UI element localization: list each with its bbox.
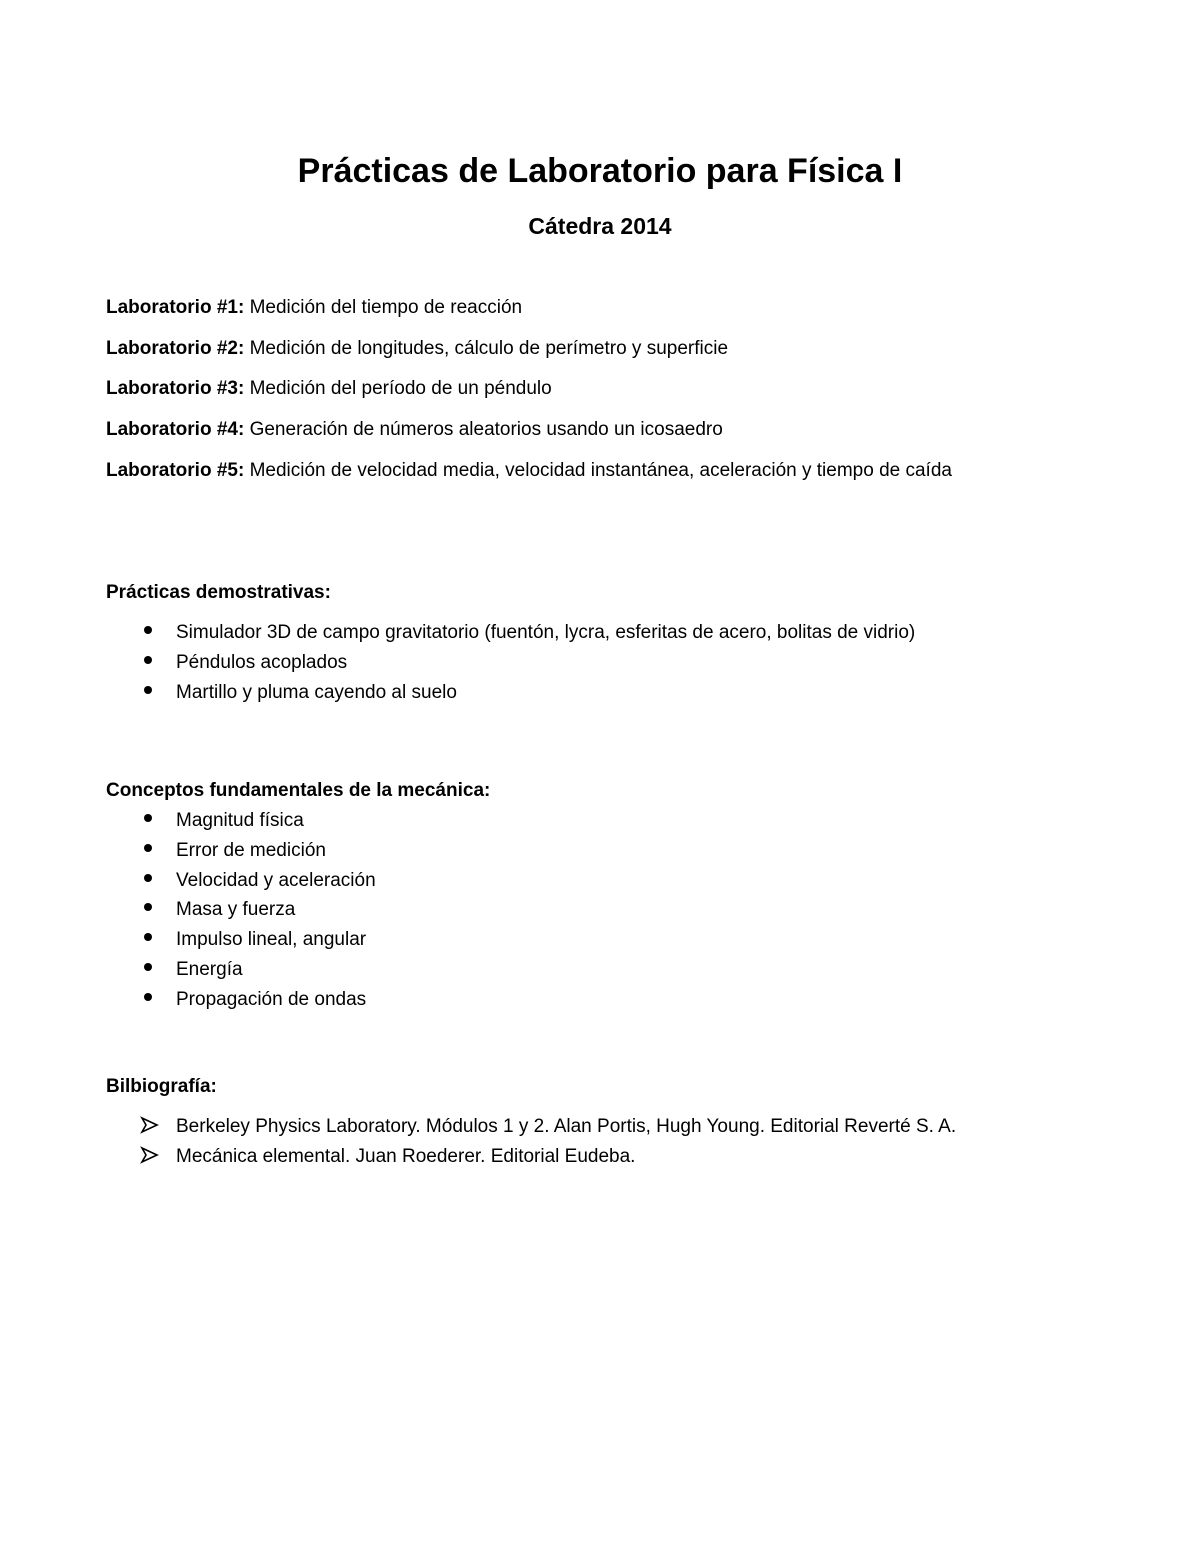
list-item: Velocidad y aceleración — [140, 867, 376, 895]
lab-text: Generación de números aleatorios usando un icosaedro — [244, 419, 723, 440]
page-title: Prácticas de Laboratorio para Física I — [297, 152, 903, 190]
page-subtitle: Cátedra 2014 — [528, 213, 672, 239]
lab-label: Laboratorio #1: — [106, 297, 245, 318]
lab-text: Medición del período de un péndulo — [244, 378, 552, 399]
list-item: Mecánica elemental. Juan Roederer. Editorial Eudeba. — [140, 1143, 635, 1171]
lab-label: Laboratorio #4: — [106, 419, 245, 440]
list-item: Error de medición — [140, 837, 326, 865]
lab-line-4 — [106, 416, 723, 444]
list-item: Impulso lineal, angular — [140, 926, 366, 954]
lab-label: Laboratorio #2: — [106, 338, 245, 359]
lab-line-3 — [106, 375, 552, 403]
list-item: Masa y fuerza — [140, 896, 295, 924]
list-item: Berkeley Physics Laboratory. Módulos 1 y 2. Alan Portis, Hugh Young. Editorial Reverté S. A. — [140, 1113, 956, 1141]
lab-text: Medición del tiempo de reacción — [244, 297, 523, 318]
conceptos-heading: Conceptos fundamentales de la mecánica: — [106, 780, 491, 801]
list-item: Simulador 3D de campo gravitatorio (fuentón, lycra, esferitas de acero, bolitas de vidrio) — [140, 619, 915, 647]
bibliografia-heading: Bilbiografía: — [106, 1076, 217, 1097]
lab-line-1 — [106, 294, 522, 322]
lab-line-2 — [106, 335, 728, 363]
lab-label: Laboratorio #3: — [106, 378, 245, 399]
lab-text: Medición de velocidad media, velocidad instantánea, aceleración y tiempo de caída — [244, 460, 952, 481]
list-item: Péndulos acoplados — [140, 649, 347, 677]
list-item: Magnitud física — [140, 807, 304, 835]
list-item: Martillo y pluma cayendo al suelo — [140, 679, 457, 707]
list-item: Propagación de ondas — [140, 986, 366, 1014]
lab-text: Medición de longitudes, cálculo de perímetro y superficie — [244, 338, 729, 359]
list-item: Energía — [140, 956, 243, 984]
lab-line-5 — [106, 457, 952, 485]
lab-label: Laboratorio #5: — [106, 460, 245, 481]
demostrativas-heading: Prácticas demostrativas: — [106, 582, 331, 603]
